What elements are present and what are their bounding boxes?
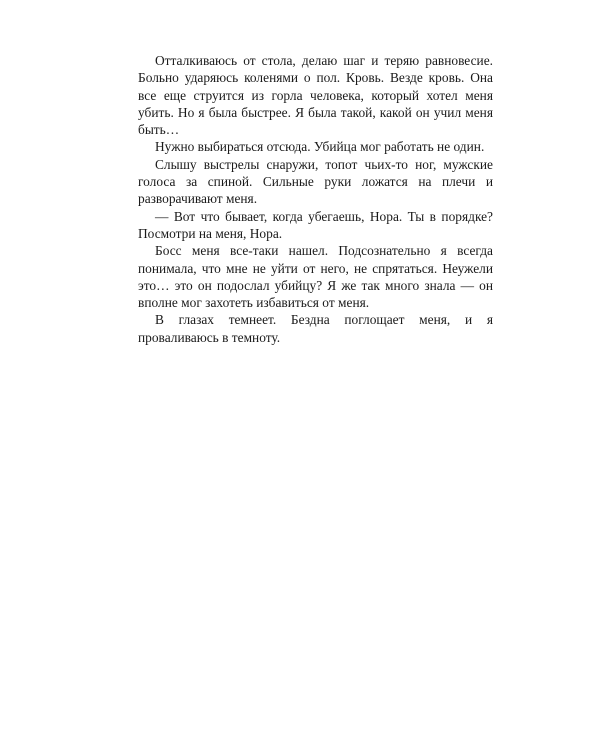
paragraph-2: Нужно выбираться отсюда. Убийца мог работать не один.: [155, 139, 485, 155]
paragraph-1: Отталкиваюсь от стола, делаю шаг и теряю равновесие. Больно ударяюсь коленями о пол. Кровь. Везде кровь. Она все еще струится из горла человека, который хотел меня убить. Но я была быстрее. Я была такой, какой он учил меня быть…: [138, 53, 493, 138]
paragraph-4: — Вот что бывает, когда убегаешь, Нора. Ты в порядке? Посмотри на меня, Нора.: [138, 208, 493, 241]
paragraph-3: Слышу выстрелы снаружи, топот чьих-то ног, мужские голоса за спиной. Сильные руки ложатся на плечи и разворачивают меня.: [138, 156, 493, 207]
paragraph-5: Босс меня все-таки нашел. Подсознательно я всегда понимала, что мне не уйти от него, не спрятаться. Неужели это… это он подослал убийцу? Я же так много знала — он вполне мог захотеть избавиться от меня.: [138, 243, 493, 311]
paragraph-6: В глазах темнеет. Бездна поглощает меня, и я проваливаюсь в темноту.: [138, 312, 493, 345]
body-text: [138, 52, 493, 346]
